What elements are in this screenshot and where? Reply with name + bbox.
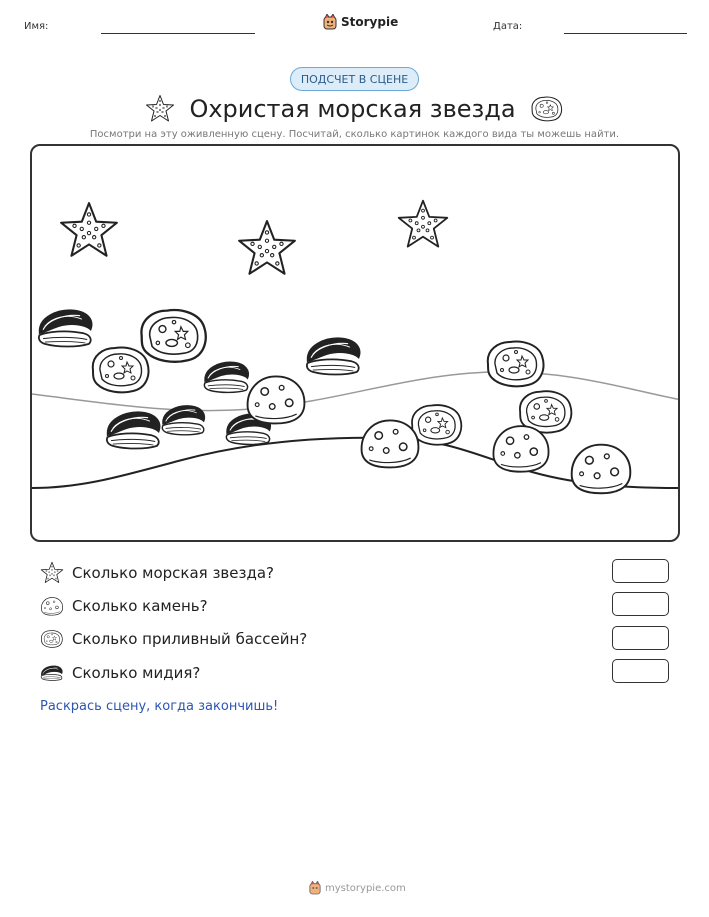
counting-scene xyxy=(30,144,680,542)
answer-box-starfish[interactable] xyxy=(612,559,669,583)
starfish xyxy=(399,201,448,247)
mussel xyxy=(107,412,160,448)
scene-illustration xyxy=(32,146,680,542)
answer-box-tide-pool[interactable] xyxy=(612,626,669,650)
question-row-mussel xyxy=(40,661,200,685)
question-row-rock xyxy=(40,594,208,618)
question-text: Сколько камень? xyxy=(72,597,208,615)
rock xyxy=(362,420,419,467)
question-text: Сколько мидия? xyxy=(72,664,201,682)
brand-name: Storypie xyxy=(341,15,399,29)
mussel xyxy=(39,310,92,346)
question-text: Сколько морская звезда? xyxy=(72,564,274,582)
tide-pool xyxy=(141,310,205,362)
question-text: Сколько приливный бассейн? xyxy=(72,630,308,648)
tide-pool-icon xyxy=(40,628,64,650)
starfish xyxy=(239,221,295,274)
question-row-starfish xyxy=(40,561,274,585)
rock xyxy=(572,445,631,494)
title-row xyxy=(0,92,709,126)
storypie-mascot-icon xyxy=(323,14,337,30)
brand-logo xyxy=(323,14,398,30)
date-label: Дата: xyxy=(493,21,523,32)
mussel-icon xyxy=(40,663,64,683)
rock-icon xyxy=(40,595,64,617)
rock xyxy=(493,426,548,472)
starfish-icon xyxy=(40,561,64,585)
tide-pool xyxy=(488,342,544,387)
answer-box-mussel[interactable] xyxy=(612,659,669,683)
name-label: Имя: xyxy=(24,21,49,32)
coloring-instruction: Раскрась сцену, когда закончишь! xyxy=(40,699,279,714)
starfish xyxy=(61,203,117,256)
answer-box-rock[interactable] xyxy=(612,592,669,616)
page-title: Охристая морская звезда xyxy=(189,95,516,123)
tide-pool xyxy=(93,348,149,393)
instructions: Посмотри на эту оживленную сцену. Посчитай, сколько картинок каждого вида ты можешь найти. xyxy=(89,129,620,140)
footer-brand xyxy=(309,881,406,895)
tide-pool xyxy=(412,405,461,445)
question-row-tide-pool xyxy=(40,627,307,651)
mussel xyxy=(204,362,248,392)
footer-url: mystorypie.com xyxy=(325,882,406,894)
name-field-line[interactable] xyxy=(101,33,255,34)
storypie-mascot-icon xyxy=(309,881,321,895)
date-field-line[interactable] xyxy=(564,33,687,34)
activity-type-badge: ПОДСЧЕТ В СЦЕНЕ xyxy=(290,67,419,91)
rock xyxy=(248,376,305,423)
tide-pool-icon xyxy=(530,95,564,123)
starfish-icon xyxy=(145,94,175,124)
mussel xyxy=(307,338,360,374)
